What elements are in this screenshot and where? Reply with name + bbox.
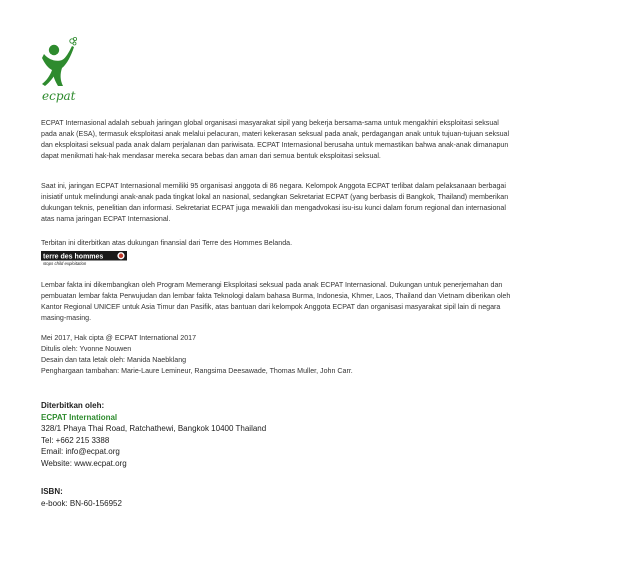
ecpat-logo	[36, 34, 92, 106]
publisher-label: Diterbitkan oleh:	[41, 401, 105, 410]
acknowledgement-line: Penghargaan tambahan: Marie-Laure Lemineur, Rangsima Deesawade, Thomas Muller, John Carr.	[41, 367, 353, 375]
author-line: Ditulis oleh: Yvonne Nouwen	[41, 345, 132, 353]
isbn-label: ISBN:	[41, 487, 63, 496]
credits-block	[41, 333, 513, 377]
terre-des-hommes-logo	[41, 251, 127, 266]
ecpat-logo-text: ecpat	[42, 89, 76, 103]
publisher-block	[41, 400, 266, 469]
network-paragraph: Saat ini, jaringan ECPAT Internasional memiliki 95 organisasi anggota di 86 negara. Kelompok Anggota ECPAT terlibat dalam pelaksanaan berbagai inisiatif untuk melindungi anak-anak pada tingkat lokal an nasional, sedangkan Sekretariat ECPAT (yang berbasis di Bangkok, Thailand) memberikan dukungan teknis, penelitian dan informasi. Sekretariat ECPAT juga mewakili dan mengadvokasi isu-isu kunci dalam forum regional dan internasional atas nama jaringan ECPAT Internasional.	[41, 182, 509, 223]
svg-text:stops child exploitation: stops child exploitation	[43, 261, 87, 266]
isbn-block	[41, 486, 122, 509]
development-paragraph: Lembar fakta ini dikembangkan oleh Program Memerangi Eksploitasi seksual pada anak ECPAT Internasional. Dukungan untuk penerjemahan dan pembuatan lembar fakta Perwujudan dan lembar fakta Teknologi dalam bahasa Burma, Indonesia, Khmer, Laos, Thailand dan Vietnam diberikan oleh Kantor Regional UNICEF untuk Asia Timur dan Pasifik, atas bantuan dari kelompok Anggota ECPAT dan organisasi masyarakat sipil lain di negara masing-masing.	[41, 281, 511, 322]
funding-paragraph: Terbitan ini diterbitkan atas dukungan finansial dari Terre des Hommes Belanda.	[41, 239, 293, 247]
publisher-address: 328/1 Phaya Thai Road, Ratchathewi, Bangkok 10400 Thailand	[41, 424, 267, 433]
copyright-line: Mei 2017, Hak cipta @ ECPAT International 2017	[41, 334, 197, 342]
publisher-tel: Tel: +662 215 3388	[41, 435, 110, 445]
publisher-email: Email: info@ecpat.org	[41, 447, 120, 456]
svg-text:terre des hommes: terre des hommes	[43, 253, 104, 261]
ecpat-logo-icon	[36, 34, 92, 106]
publisher-website: Website: www.ecpat.org	[41, 458, 127, 468]
publisher-org: ECPAT International	[41, 412, 118, 422]
isbn-ebook: e-book: BN-60-156952	[41, 498, 122, 508]
terre-des-hommes-logo-icon	[41, 251, 127, 266]
design-line: Desain dan tata letak oleh: Manida Naebklang	[41, 356, 187, 364]
intro-paragraph: ECPAT Internasional adalah sebuah jaringan global organisasi masyarakat sipil yang bekerja bersama-sama untuk mengakhiri eksploitasi seksual pada anak (ESA), termasuk eksploitasi anak melalui pelacuran, materi kekerasan seksual pada anak, perdagangan anak untuk tujuan-tujuan seksual dan eksploitasi seksual pada anak dalam perjalanan dan pariwisata. ECPAT Internasional berusaha untuk memastikan bahwa anak-anak dimanapun dapat menikmati hak-hak mendasar mereka secara bebas dan aman dari semua bentuk eksploitasi seksual.	[41, 119, 510, 160]
